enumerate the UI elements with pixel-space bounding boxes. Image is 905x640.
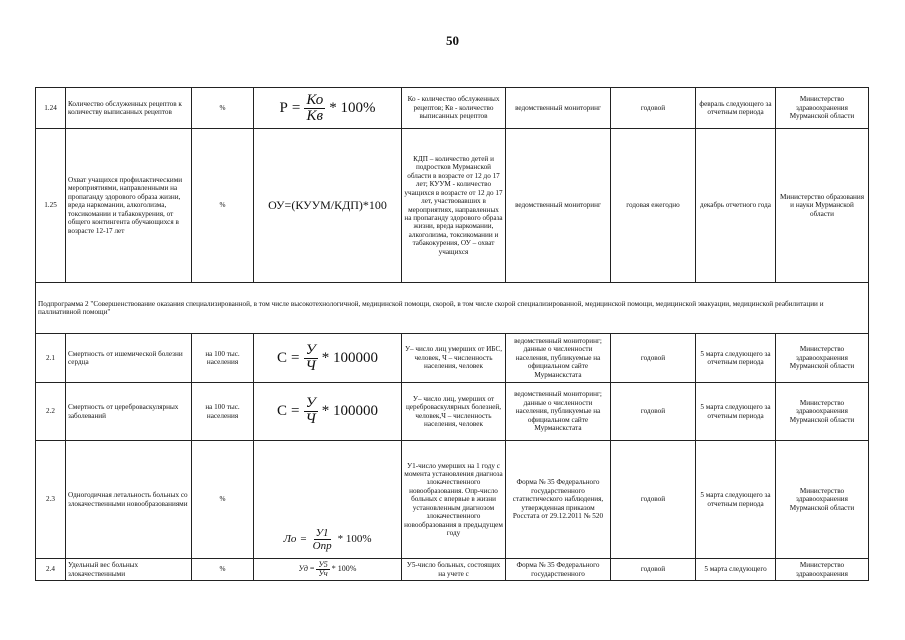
table-row [36,441,869,559]
collection-method: Форма № 35 Федерального государственного [506,559,611,581]
periodicity: годовой [611,334,696,383]
periodicity: годовой [611,88,696,129]
formula-description: У5-число больных, состоящих на учете с [402,559,506,581]
indicator-name: Количество обслуженных рецептов к количеству выписанных рецептов [66,88,192,129]
deadline: 5 марта следующего [696,559,776,581]
formula-rhs: * 100% [337,533,372,546]
formula-numerator: Ко [306,91,324,108]
unit: % [192,129,254,283]
formula-expression [280,93,376,124]
formula-rhs: * 100% [331,564,357,574]
formula-eq: = [290,403,300,420]
formula-rhs: * 100000 [321,403,379,420]
deadline: 5 марта следующего за отчетным периода [696,441,776,559]
formula [254,88,402,129]
unit: % [192,88,254,129]
indicator-name: Охват учащихся профилактическими мероприятиями, направленными на пропаганду здорового образа жизни, вреда наркомании, алкоголизма, токсикомании и табакокурения, от общего контингента обучающихся в возрасте 12-17 лет [66,129,192,283]
formula [254,334,402,383]
formula-numerator: У1 [315,527,329,539]
collection-method: ведомственный мониторинг [506,88,611,129]
indicator-name: Одногодичная летальность больных со злокачественными новообразованиями [66,441,192,559]
formula-lhs: Уд [298,564,308,574]
formula-description: У1-число умерших на 1 году с момента установления диагноза злокачественного новообразования. Опр-число больных с впервые в жизни установленным диагнозом злокачественного новообразования в предыдущем году [402,441,506,559]
indicator-name: Смертность от ишемической болезни сердца [66,334,192,383]
row-number: 2.4 [36,559,66,581]
formula-numerator: У5 [318,560,328,569]
formula-description: У– число лиц умерших от ИБС, человек, Ч – численность населения, человек [402,334,506,383]
table-row [36,383,869,441]
formula-denominator: Ч [305,411,316,427]
indicator-name: Удельный вес больных злокачественными [66,559,192,581]
periodicity: годовая ежегодно [611,129,696,283]
formula-numerator: У [305,395,316,411]
collection-method: ведомственный мониторинг [506,129,611,283]
formula-lhs: С [276,349,287,366]
formula-rhs: * 100000 [321,349,379,366]
formula-expression [299,561,357,578]
subprogram-title: Подпрограмма 2 "Совершенствование оказания специализированной, в том числе высокотехнологичной, медицинской помощи, скорой, в том числе скорой специализированной, медицинской помощи, медицинской эвакуации, медицинской реабилитации и паллиативной помощи" [36,283,869,334]
formula [254,559,402,581]
row-number: 2.2 [36,383,66,441]
formula-expression [277,396,378,427]
collection-method: ведомственный мониторинг; данные о численности населения, публикуемые на официальном сайте Мурманскстата [506,383,611,441]
row-number: 2.3 [36,441,66,559]
formula-eq: = [290,349,300,366]
unit: % [192,441,254,559]
formula-expression [277,343,378,374]
collection-method: ведомственный мониторинг; данные о численности населения, публикуемые на официальном сайте Мурманскстата [506,334,611,383]
formula-fraction [304,93,325,124]
formula-fraction [303,343,317,374]
formula-expression [283,527,371,552]
table-row [36,559,869,581]
formula-lhs: С [276,403,287,420]
formula-fraction [303,396,317,427]
row-number: 2.1 [36,334,66,383]
row-number: 1.25 [36,129,66,283]
table-row [36,88,869,129]
formula-eq: = [300,533,307,546]
formula-description: КДП – количество детей и подростков Мурманской области в возрасте от 12 до 17 лет; КУУМ - количество учащихся в возрасте от 12 до 17 лет, участвовавших в мероприятиях, направленных на пропаганду здорового образа жизни, вреда наркомании, алкоголизма, токсикомании и табакокурения, ОУ – охват учащихся [402,129,506,283]
formula-denominator: Ч [305,357,316,374]
periodicity: годовой [611,383,696,441]
indicators-table [35,87,869,581]
formula-denominator: Опр [312,540,332,552]
deadline: декабрь отчетного года [696,129,776,283]
deadline: февраль следующего за отчетным периода [696,88,776,129]
responsible: Министерство здравоохранения Мурманской области [776,441,869,559]
periodicity: годовой [611,559,696,581]
unit: на 100 тыс. населения [192,334,254,383]
deadline: 5 марта следующего за отчетным периода [696,383,776,441]
formula-fraction [311,527,334,552]
formula-description: Ко - количество обслуженных рецептов; Кв - количество выписанных рецептов [402,88,506,129]
responsible: Министерство здравоохранения [776,559,869,581]
table-row [36,129,869,283]
responsible: Министерство здравоохранения Мурманской области [776,334,869,383]
formula-fraction [316,561,329,578]
table-row [36,334,869,383]
indicator-name: Смертность от цереброваскулярных заболеваний [66,383,192,441]
row-number: 1.24 [36,88,66,129]
unit: на 100 тыс. населения [192,383,254,441]
formula-numerator: У [305,341,316,358]
page-number: 50 [446,33,459,48]
periodicity: годовой [611,441,696,559]
table-row [36,283,869,334]
formula: ОУ=(КУУМ/КДП)*100 [254,129,402,283]
formula-denominator: Уч [318,569,328,578]
responsible: Министерство здравоохранения Мурманской области [776,88,869,129]
formula-denominator: Кв [306,107,324,124]
formula-eq: = [309,564,315,574]
formula-description: У– число лиц, умерших от цереброваскулярных болезней, человек,Ч – численность населения, человек [402,383,506,441]
collection-method: Форма № 35 Федерального государственного статистического наблюдения, утвержденная приказом Росстата от 29.12.2011 № 520 [506,441,611,559]
responsible: Министерство здравоохранения Мурманской области [776,383,869,441]
formula-lhs: Ло [283,533,297,546]
formula-rhs: * 100% [329,99,376,116]
unit: % [192,559,254,581]
formula-lhs: P [279,99,288,116]
formula-eq: = [291,99,301,116]
formula [254,441,402,559]
formula [254,383,402,441]
deadline: 5 марта следующего за отчетным периода [696,334,776,383]
responsible: Министерство образования и науки Мурманской области [776,129,869,283]
